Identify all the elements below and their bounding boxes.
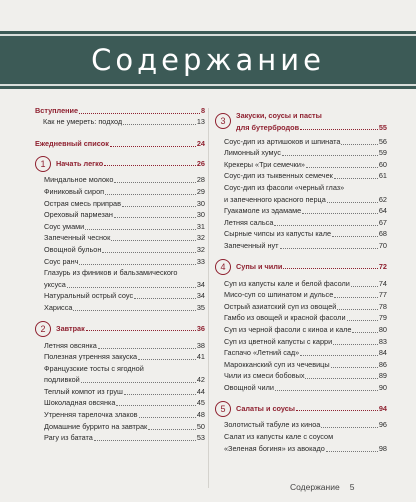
entry-page-number: 70 [378, 240, 387, 250]
toc-entry[interactable] [35, 220, 205, 232]
spacer [35, 127, 205, 137]
entry-title: Утренняя тарелочка злаков [44, 410, 138, 420]
entry-page-number: 50 [196, 421, 205, 431]
toc-entry-line2[interactable] [35, 374, 205, 386]
toc-entry[interactable] [35, 408, 205, 420]
entry-page-number: 83 [378, 336, 387, 346]
toc-entry[interactable] [215, 289, 387, 301]
toc-entry-daily-list[interactable] [35, 137, 205, 149]
dot-leader [98, 348, 196, 349]
entry-page-number: 86 [378, 359, 387, 369]
dot-leader [280, 248, 378, 249]
toc-entry[interactable] [215, 419, 387, 431]
toc-entry[interactable] [215, 323, 387, 335]
chapter-2-heading[interactable]: 2 Завтрак 36 [35, 320, 205, 338]
chapter-3-heading[interactable]: 3 Закуски, соусы и пасты для бутербродов 55 [215, 108, 387, 134]
dot-leader [352, 332, 377, 333]
dot-leader [114, 182, 195, 183]
toc-entry-intro[interactable] [35, 104, 205, 116]
toc-entry[interactable] [35, 174, 205, 186]
entry-page-number: 42 [196, 375, 205, 385]
toc-entry[interactable] [35, 290, 205, 302]
toc-entry[interactable] [215, 277, 387, 289]
entry-page-number: 80 [378, 324, 387, 334]
entry-title: Суп из черной фасоли с киноа и кале [224, 324, 352, 334]
dot-leader [282, 155, 378, 156]
chapter-3-entries [215, 135, 387, 251]
chapter-1-heading[interactable]: 1 Начать легко 26 [35, 155, 205, 173]
toc-entry-intro-sub[interactable] [35, 116, 205, 128]
entry-page-number: 56 [378, 136, 387, 146]
toc-entry-line1[interactable] [35, 362, 205, 374]
entry-title: Острая смесь приправ [44, 198, 121, 208]
entry-title: Ореховый пармезан [44, 210, 113, 220]
toc-entry[interactable] [35, 185, 205, 197]
toc-entry-line2[interactable] [215, 193, 387, 205]
toc-entry[interactable] [35, 385, 205, 397]
toc-entry[interactable] [215, 205, 387, 217]
entry-page-number: 28 [196, 175, 205, 185]
entry-page-number: 59 [378, 148, 387, 158]
entry-title: Финиковый сироп [44, 186, 105, 196]
entry-page-number: 77 [378, 290, 387, 300]
dot-leader [332, 236, 378, 237]
dot-leader [337, 309, 378, 310]
dot-leader [326, 451, 378, 452]
entry-title: Французские тосты с ягодной [44, 363, 144, 373]
entry-page-number: 48 [196, 410, 205, 420]
dot-leader [67, 287, 196, 288]
dot-leader [275, 390, 378, 391]
dot-leader [334, 297, 378, 298]
dot-leader [85, 229, 196, 230]
page-title: Содержание [91, 43, 325, 77]
footer-label: Содержание [290, 482, 340, 492]
dot-leader [73, 310, 195, 311]
toc-left-column [35, 104, 205, 443]
entry-page-number: 98 [378, 443, 387, 453]
dot-leader [79, 264, 195, 265]
entry-page-number: 41 [196, 352, 205, 362]
dot-leader [86, 330, 196, 331]
toc-entry[interactable] [215, 335, 387, 347]
entry-page-number: 44 [196, 386, 205, 396]
entry-title: Гаспачо «Летний сад» [224, 348, 300, 358]
entry-title: Домашние буррито на завтрак [44, 421, 148, 431]
toc-entry[interactable] [215, 228, 387, 240]
entry-page-number: 35 [196, 302, 205, 312]
entry-title: Глазурь из фиников и бальзамического [44, 268, 178, 278]
toc-entry[interactable] [215, 300, 387, 312]
dot-leader [102, 252, 195, 253]
entry-page-number: 31 [196, 221, 205, 231]
entry-page-number: 90 [378, 382, 387, 392]
chapter-1-entries [35, 174, 205, 313]
dot-leader [341, 144, 377, 145]
toc-entry[interactable] [215, 147, 387, 159]
entry-title: Шоколадная овсянка [44, 398, 116, 408]
dot-leader [110, 146, 196, 147]
entry-page-number: 29 [196, 186, 205, 196]
chapter-number-badge: 4 [215, 259, 231, 275]
entry-page-number: 67 [378, 217, 387, 227]
entry-title: Овощной бульон [44, 244, 102, 254]
dot-leader [134, 298, 196, 299]
toc-entry[interactable] [215, 381, 387, 393]
dot-leader [333, 344, 378, 345]
entry-page-number: 34 [196, 279, 205, 289]
entry-title: Ежедневный список [35, 138, 109, 148]
entry-title: Миндальное молоко [44, 175, 114, 185]
chapter-5-heading[interactable]: 5 Салаты и соусы 94 [215, 400, 387, 418]
entry-page-number: 24 [196, 138, 205, 148]
toc-entry[interactable] [215, 170, 387, 182]
column-divider [208, 108, 209, 488]
dot-leader [351, 286, 378, 287]
entry-title: Суп из цветной капусты с карри [224, 336, 333, 346]
toc-entry-line1[interactable] [35, 267, 205, 279]
entry-title: Сырные чипсы из капусты кале [224, 229, 332, 239]
entry-page-number: 13 [196, 117, 205, 127]
toc-entry[interactable] [35, 432, 205, 444]
chapter-number-badge: 2 [35, 321, 51, 337]
toc-entry[interactable] [215, 158, 387, 170]
toc-entry[interactable] [35, 397, 205, 409]
chapter-4-entries [215, 277, 387, 393]
entry-title: Запеченный чеснок [44, 233, 111, 243]
toc-entry[interactable] [35, 420, 205, 432]
entry-title: Соус-дип из тыквенных семечек [224, 171, 333, 181]
chapter-4-heading[interactable]: 4 Супы и чили 72 [215, 258, 387, 276]
dot-leader [300, 129, 378, 130]
toc-entry[interactable] [35, 232, 205, 244]
dot-leader [302, 213, 378, 214]
chapter-number-badge: 3 [215, 113, 231, 129]
dot-leader [296, 410, 378, 411]
dot-leader [347, 320, 378, 321]
entry-title: Вступление [35, 105, 79, 115]
entry-page-number: 61 [378, 171, 387, 181]
chapter-number-badge: 1 [35, 156, 51, 172]
entry-title: Салат из капусты кале с соусом [224, 432, 334, 442]
entry-page-number: 79 [378, 313, 387, 323]
entry-title: Соус-дип из артишоков и шпината [224, 136, 341, 146]
toc-entry[interactable] [215, 358, 387, 370]
dot-leader [139, 417, 196, 418]
dot-leader [116, 405, 195, 406]
entry-page-number: 96 [378, 420, 387, 430]
page-number: 5 [349, 482, 355, 492]
entry-title: Рагу из батата [44, 433, 93, 443]
entry-title: подливкой [44, 375, 80, 385]
toc-entry[interactable] [35, 243, 205, 255]
toc-entry[interactable] [215, 216, 387, 228]
toc-entry[interactable] [215, 347, 387, 359]
entry-title: Мисо-суп со шпинатом и дульсе [224, 290, 334, 300]
entry-title: Соус умами [44, 221, 85, 231]
entry-title: Лимонный хумус [224, 148, 281, 158]
page-footer [290, 482, 354, 492]
dot-leader [334, 178, 378, 179]
entry-page-number: 32 [196, 233, 205, 243]
toc-entry[interactable] [215, 312, 387, 324]
dot-leader [111, 240, 196, 241]
entry-page-number: 62 [378, 194, 387, 204]
entry-page-number: 30 [196, 210, 205, 220]
entry-title: Летняя овсянка [44, 340, 97, 350]
entry-title: Полезная утренняя закуска [44, 352, 138, 362]
entry-page-number: 53 [196, 433, 205, 443]
entry-title: уксуса [44, 279, 66, 289]
dot-leader [300, 355, 378, 356]
dot-leader [321, 427, 378, 428]
toc-right-column [215, 108, 387, 454]
dot-leader [81, 382, 196, 383]
dot-leader [148, 429, 196, 430]
entry-page-number: 84 [378, 348, 387, 358]
entry-title: Гамбо из овощей и красной фасоли [224, 313, 346, 323]
entry-page-number: 30 [196, 198, 205, 208]
dot-leader [327, 202, 378, 203]
toc-entry[interactable] [35, 339, 205, 351]
entry-page-number: 68 [378, 229, 387, 239]
toc-entry[interactable] [35, 209, 205, 221]
entry-title: Теплый компот из груш [44, 386, 123, 396]
entry-title: и запеченного красного перца [224, 194, 326, 204]
toc-entry[interactable] [215, 135, 387, 147]
entry-page-number: 8 [200, 105, 205, 115]
toc-entry[interactable] [35, 255, 205, 267]
entry-page-number: 60 [378, 159, 387, 169]
toc-entry[interactable] [35, 351, 205, 363]
dot-leader [306, 167, 378, 168]
toc-entry[interactable] [215, 370, 387, 382]
dot-leader [104, 165, 196, 166]
dot-leader [123, 124, 196, 125]
entry-title: Крекеры «Три семечки» [224, 159, 305, 169]
entry-title: Соус ранч [44, 256, 79, 266]
dot-leader [331, 367, 378, 368]
dot-leader [105, 194, 196, 195]
entry-page-number: 45 [196, 398, 205, 408]
dot-leader [79, 113, 200, 114]
dot-leader [122, 206, 196, 207]
entry-page-number: 33 [196, 256, 205, 266]
entry-title: Чили из смеси бобовых [224, 371, 305, 381]
entry-page-number: 74 [378, 278, 387, 288]
entry-page-number: 34 [196, 291, 205, 301]
entry-page-number: 78 [378, 301, 387, 311]
toc-entry-line2[interactable] [215, 442, 387, 454]
toc-entry-line1[interactable] [215, 430, 387, 442]
toc-entry[interactable] [35, 301, 205, 313]
entry-title: Натуральный острый соус [44, 291, 134, 301]
dot-leader [124, 394, 196, 395]
chapter-5-entries [215, 419, 387, 454]
entry-page-number: 38 [196, 340, 205, 350]
dot-leader [305, 378, 377, 379]
dot-leader [283, 268, 378, 269]
entry-title: Овощной чили [224, 382, 274, 392]
chapter-2-entries [35, 339, 205, 443]
dot-leader [138, 359, 196, 360]
entry-title: Золотистый табуле из киноа [224, 420, 321, 430]
entry-title: Харисса [44, 302, 73, 312]
entry-title: Острый азиатский суп из овощей [224, 301, 337, 311]
entry-title: Как не умереть: подход [43, 117, 123, 127]
entry-page-number: 64 [378, 206, 387, 216]
toc-entry[interactable] [35, 197, 205, 209]
entry-title: Гуакамоле из эдамаме [224, 206, 302, 216]
entry-title: «Зеленая богиня» из авокадо [224, 443, 325, 453]
chapter-number-badge: 5 [215, 401, 231, 417]
toc-entry[interactable] [215, 239, 387, 251]
entry-title: Соус-дип из фасоли «черный глаз» [224, 182, 345, 192]
entry-title: Запеченный нут [224, 240, 279, 250]
entry-page-number: 89 [378, 371, 387, 381]
toc-entry-line2[interactable] [35, 278, 205, 290]
title-banner [0, 34, 416, 86]
entry-title: Летняя сальса [224, 217, 274, 227]
entry-title: Марокканский суп из чечевицы [224, 359, 330, 369]
dot-leader [94, 440, 196, 441]
dot-leader [274, 225, 377, 226]
entry-page-number: 32 [196, 244, 205, 254]
dot-leader [114, 217, 196, 218]
entry-title: Суп из капусты кале и белой фасоли [224, 278, 350, 288]
toc-entry-line1[interactable] [215, 181, 387, 193]
